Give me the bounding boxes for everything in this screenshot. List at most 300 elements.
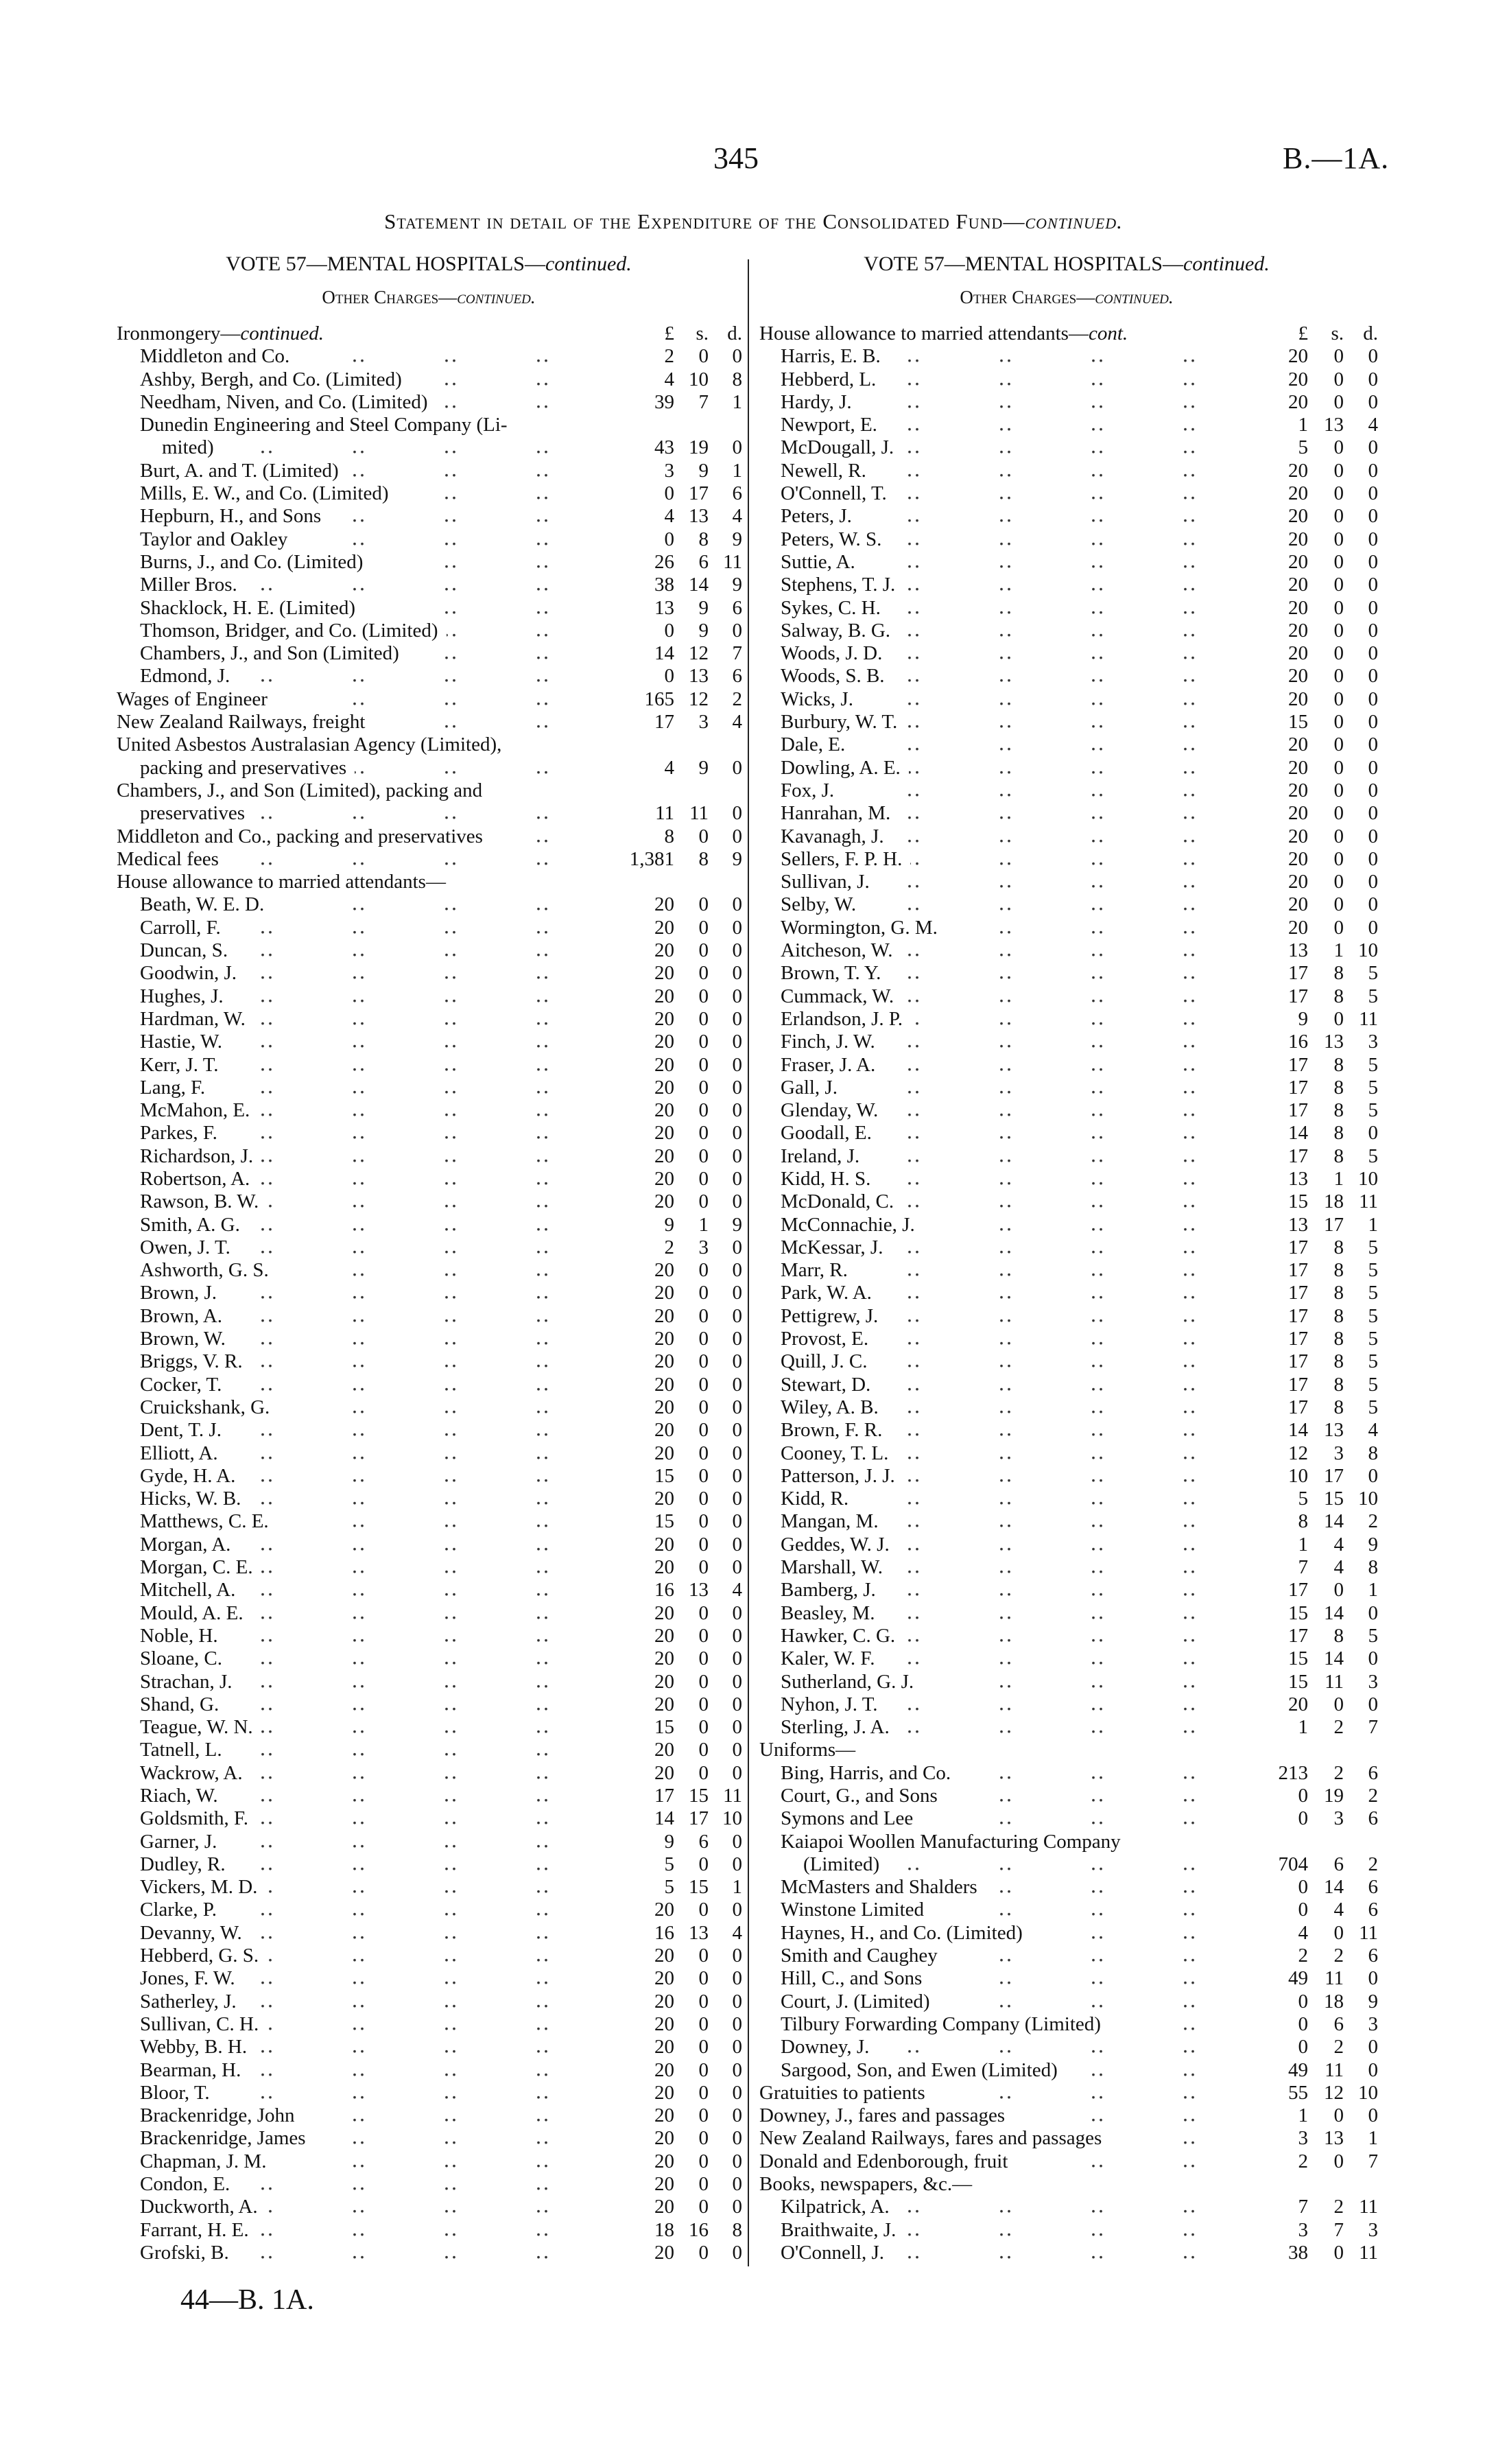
shillings-cell: 0 xyxy=(698,1761,709,1784)
row-label xyxy=(140,917,229,939)
pence-cell: 0 xyxy=(732,1053,742,1076)
shillings-cell: 0 xyxy=(1333,711,1344,734)
pence-cell: 9 xyxy=(732,528,742,550)
pence-cell: 0 xyxy=(732,1145,742,1167)
row-label xyxy=(759,2150,1016,2173)
row-label xyxy=(140,597,364,620)
pence-cell: 9 xyxy=(732,574,742,596)
shillings-cell: 15 xyxy=(689,1876,709,1899)
row-label xyxy=(781,917,946,939)
table-row xyxy=(757,1442,1381,1465)
row-label xyxy=(140,1282,225,1304)
table-row xyxy=(757,1419,1381,1442)
pounds-cell: 20 xyxy=(1288,847,1308,870)
shillings-cell: 8 xyxy=(1333,1236,1344,1258)
label-text: Hardy, J. xyxy=(781,390,852,413)
label-text: Burbury, W. T. xyxy=(781,711,898,734)
label-text: Wages of Engineer xyxy=(117,688,268,710)
table-row xyxy=(757,1922,1381,1945)
label-text: Brown, J. xyxy=(140,1282,217,1304)
label-text: Court, G., and Sons xyxy=(781,1785,938,1807)
table-row xyxy=(757,1145,1381,1168)
table-row xyxy=(757,1396,1381,1419)
label-text: Pettigrew, J. xyxy=(781,1304,879,1327)
table-row xyxy=(110,2242,744,2264)
label-text: Chapman, J. M. xyxy=(140,2150,267,2172)
shillings-cell: 8 xyxy=(1333,1624,1344,1647)
pounds-cell: 39 xyxy=(654,390,674,413)
table-row xyxy=(110,1488,744,1510)
pounds-cell: 14 xyxy=(654,642,674,665)
shillings-cell: 17 xyxy=(1324,1213,1344,1236)
shillings-cell: 0 xyxy=(1333,2241,1344,2264)
pence-cell: 0 xyxy=(732,2241,742,2264)
pence-cell: 11 xyxy=(1359,1921,1378,1944)
pounds-cell: 20 xyxy=(654,2081,674,2104)
label-italic: cont. xyxy=(1088,322,1128,344)
shillings-cell: 0 xyxy=(1333,871,1344,893)
pounds-cell: 17 xyxy=(1288,1396,1308,1418)
shillings-cell: 8 xyxy=(1333,1373,1344,1396)
shillings-cell: 0 xyxy=(1333,1579,1344,1601)
label-text: Brown, T. Y. xyxy=(781,962,881,985)
label-text: Hill, C., and Sons xyxy=(781,1967,923,1990)
table-row xyxy=(110,1374,744,1396)
shillings-cell: 0 xyxy=(1333,779,1344,801)
pence-cell: 5 xyxy=(1368,1282,1378,1304)
shillings-cell: 0 xyxy=(698,1624,709,1647)
vote-text: VOTE 57—MENTAL HOSPITALS— xyxy=(864,253,1183,275)
row-label xyxy=(781,368,884,391)
vote-heading-right xyxy=(758,253,1375,276)
label-text: Sullivan, J. xyxy=(781,871,870,893)
row-label xyxy=(781,1922,1031,1945)
table-row xyxy=(757,1785,1381,1807)
pence-cell: 4 xyxy=(732,1921,742,1944)
shillings-cell: 0 xyxy=(698,1739,709,1761)
pounds-cell: 38 xyxy=(1288,2241,1308,2264)
table-row xyxy=(757,1831,1381,1853)
pence-cell: 0 xyxy=(732,1739,742,1761)
table-row xyxy=(757,528,1381,551)
shillings-cell: 0 xyxy=(1333,893,1344,916)
pence-cell: 7 xyxy=(1368,1716,1378,1739)
shillings-cell: 2 xyxy=(1333,2036,1344,2058)
pounds-cell: 20 xyxy=(1288,390,1308,413)
pounds-cell: 20 xyxy=(1288,368,1308,390)
pence-cell: 0 xyxy=(732,1967,742,1990)
pence-cell: 6 xyxy=(732,665,742,688)
pounds-cell: 20 xyxy=(654,2241,674,2264)
row-label xyxy=(140,1465,244,1488)
row-label xyxy=(781,985,902,1008)
pounds-cell: 20 xyxy=(654,1601,674,1624)
row-label xyxy=(140,505,329,528)
row-label xyxy=(781,848,910,871)
label-text: Marshall, W. xyxy=(781,1556,883,1579)
row-label xyxy=(140,1190,267,1213)
pounds-cell: 26 xyxy=(654,550,674,573)
pence-cell: 0 xyxy=(732,1670,742,1693)
row-label xyxy=(781,1510,887,1533)
label-text: Fox, J. xyxy=(781,779,835,801)
table-row xyxy=(757,757,1381,779)
table-row xyxy=(757,1236,1381,1259)
label-text: Gall, J. xyxy=(781,1076,838,1099)
label-text: Mould, A. E. xyxy=(140,1601,244,1624)
label-text: Aitcheson, W. xyxy=(781,939,893,962)
shillings-cell: 9 xyxy=(698,596,709,619)
table-row xyxy=(757,2173,1381,2196)
table-row xyxy=(757,1465,1381,1488)
shillings-cell: 0 xyxy=(1333,734,1344,756)
table-row xyxy=(110,1579,744,1601)
label-text: Carroll, F. xyxy=(140,916,221,939)
label-text: Donald and Edenborough, fruit xyxy=(759,2150,1008,2172)
label-text: Duckworth, A. xyxy=(140,2196,258,2218)
pounds-cell: 20 xyxy=(654,1739,674,1761)
pounds-cell: 20 xyxy=(654,2196,674,2218)
label-text: Tilbury Forwarding Company (Limited) xyxy=(781,2013,1101,2035)
label-text: Braithwaite, J. xyxy=(781,2218,897,2241)
pence-cell: 6 xyxy=(1368,1807,1378,1830)
row-label xyxy=(140,2219,257,2242)
pence-cell: 0 xyxy=(732,2104,742,2127)
pence-cell: 0 xyxy=(732,1533,742,1556)
table-row xyxy=(757,1739,1381,1761)
shillings-cell: 0 xyxy=(698,939,709,962)
row-label xyxy=(781,1716,898,1739)
pence-cell: 2 xyxy=(1368,1785,1378,1807)
label-text: Winstone Limited xyxy=(781,1899,925,1921)
shillings-cell: 12 xyxy=(689,688,709,710)
shillings-cell: 0 xyxy=(1333,2150,1344,2172)
pence-cell: 0 xyxy=(1368,1464,1378,1487)
pounds-cell: 20 xyxy=(654,1076,674,1099)
pence-cell: 5 xyxy=(1368,985,1378,1007)
label-text: Shand, G. xyxy=(140,1693,219,1715)
row-label xyxy=(140,2242,237,2264)
pounds-cell: 55 xyxy=(1288,2081,1308,2104)
pence-cell: 0 xyxy=(732,1990,742,2013)
table-row xyxy=(110,939,744,962)
shillings-cell: 0 xyxy=(698,2013,709,2035)
pence-cell: 0 xyxy=(732,2196,742,2218)
row-label xyxy=(781,1762,959,1785)
shillings-cell: 10 xyxy=(689,368,709,390)
shillings-cell: 0 xyxy=(1333,345,1344,368)
pounds-cell: 20 xyxy=(1288,688,1308,710)
pounds-cell: 2 xyxy=(664,1236,674,1258)
pounds-cell: 20 xyxy=(1288,916,1308,939)
table-row xyxy=(757,1259,1381,1282)
table-row xyxy=(757,436,1381,459)
pence-cell: 0 xyxy=(1368,1647,1378,1670)
shillings-cell: 8 xyxy=(1333,1282,1344,1304)
pence-cell: 0 xyxy=(732,2150,742,2172)
pence-cell: 0 xyxy=(732,1282,742,1304)
label-text: Mills, E. W., and Co. (Limited) xyxy=(140,482,389,505)
pounds-cell: 20 xyxy=(654,1419,674,1442)
table-row xyxy=(110,893,744,916)
label-text: Shacklock, H. E. (Limited) xyxy=(140,596,356,619)
shillings-cell: 7 xyxy=(1333,2218,1344,2241)
document-series: B.—1A. xyxy=(1283,141,1390,175)
row-label xyxy=(781,1419,890,1442)
pounds-cell: 20 xyxy=(1288,665,1308,688)
shillings-cell: 0 xyxy=(1333,916,1344,939)
label-text: Goldsmith, F. xyxy=(140,1807,249,1830)
pounds-cell: 20 xyxy=(654,1373,674,1396)
label-text: Robertson, A. xyxy=(140,1167,250,1190)
row-label xyxy=(781,2196,898,2218)
row-label xyxy=(140,757,355,779)
pounds-cell: 20 xyxy=(654,1145,674,1167)
pence-cell: 0 xyxy=(1368,574,1378,596)
table-row xyxy=(757,1282,1381,1304)
row-label xyxy=(781,597,889,620)
label-text: Cummack, W. xyxy=(781,985,894,1007)
pounds-cell: 20 xyxy=(1288,345,1308,368)
label-text: Brackenridge, James xyxy=(140,2127,306,2150)
table-row xyxy=(110,1922,744,1945)
table-row xyxy=(757,1122,1381,1145)
shillings-cell: 0 xyxy=(1333,802,1344,825)
row-label xyxy=(781,1579,884,1601)
pounds-cell: 8 xyxy=(664,825,674,847)
pounds-cell: 1,381 xyxy=(629,847,674,870)
row-label xyxy=(140,1579,244,1601)
pence-cell: 8 xyxy=(1368,1556,1378,1579)
pounds-cell: 20 xyxy=(654,1624,674,1647)
pounds-cell: 17 xyxy=(1288,1624,1308,1647)
pounds-cell: 2 xyxy=(1298,2150,1308,2172)
label-text: Symons and Lee xyxy=(781,1807,914,1830)
pence-cell: 0 xyxy=(732,345,742,368)
table-row xyxy=(757,688,1381,711)
pounds-cell: 17 xyxy=(654,711,674,734)
shillings-cell: 1 xyxy=(698,1213,709,1236)
pounds-cell: 5 xyxy=(664,1876,674,1899)
vote-text: VOTE 57—MENTAL HOSPITALS— xyxy=(226,253,545,275)
label-text: Webby, B. H. xyxy=(140,2036,248,2058)
row-label xyxy=(140,1876,265,1899)
row-label xyxy=(140,2059,249,2082)
row-label xyxy=(781,2013,1109,2036)
table-row xyxy=(757,871,1381,893)
table-row xyxy=(110,1602,744,1625)
row-label xyxy=(781,1282,880,1304)
shillings-cell: 13 xyxy=(1324,1419,1344,1442)
row-label xyxy=(140,939,236,962)
shillings-cell: 0 xyxy=(698,1967,709,1990)
table-row xyxy=(110,1190,744,1213)
shillings-cell: 8 xyxy=(1333,1053,1344,1076)
label-text: Gratuities to patients xyxy=(759,2081,925,2104)
shillings-cell: 0 xyxy=(698,1190,709,1213)
shillings-cell: 0 xyxy=(698,2150,709,2172)
row-label xyxy=(140,2013,267,2036)
pounds-cell: 20 xyxy=(1288,528,1308,550)
row-label xyxy=(781,1967,930,1990)
row-label xyxy=(140,482,397,505)
label-text: Cocker, T. xyxy=(140,1373,222,1396)
row-label xyxy=(781,1374,879,1396)
shillings-cell: 0 xyxy=(1333,574,1344,596)
row-label xyxy=(140,620,447,642)
label-text: Brown, F. R. xyxy=(781,1419,883,1442)
shillings-cell: 0 xyxy=(698,2104,709,2127)
row-label xyxy=(781,1488,857,1510)
pence-cell: 0 xyxy=(732,985,742,1007)
row-label xyxy=(781,1350,876,1373)
pence-cell: 0 xyxy=(732,1167,742,1190)
row-label xyxy=(781,962,889,985)
pounds-cell: 20 xyxy=(654,1396,674,1418)
pounds-cell: 14 xyxy=(654,1807,674,1830)
row-label xyxy=(781,1534,898,1556)
pounds-cell: 15 xyxy=(1288,1647,1308,1670)
pence-cell: 0 xyxy=(732,2058,742,2081)
pounds-cell: 14 xyxy=(1288,1419,1308,1442)
pounds-cell: 20 xyxy=(654,1647,674,1670)
pence-cell: 0 xyxy=(1368,916,1378,939)
label-text: Sterling, J. A. xyxy=(781,1716,890,1739)
label-text: Teague, W. N. xyxy=(140,1716,253,1739)
label-text: Edmond, J. xyxy=(140,665,230,688)
pounds-cell: 15 xyxy=(654,1716,674,1739)
label-text: Needham, Niven, and Co. (Limited) xyxy=(140,390,428,413)
subheading-italic: continued. xyxy=(1095,287,1174,307)
label-text: Salway, B. G. xyxy=(781,619,891,642)
pounds-cell: 0 xyxy=(664,619,674,642)
table-row xyxy=(757,825,1381,848)
pence-cell: 3 xyxy=(1368,2218,1378,2241)
pence-cell: 1 xyxy=(732,459,742,482)
shillings-cell: 0 xyxy=(698,1350,709,1373)
shillings-cell: 0 xyxy=(698,1442,709,1464)
label-text: Dudley, R. xyxy=(140,1853,226,1875)
label-text: Peters, W. S. xyxy=(781,528,882,550)
shillings-cell: 11 xyxy=(1325,1670,1344,1693)
table-row xyxy=(110,1031,744,1053)
pence-cell: 0 xyxy=(1368,802,1378,825)
row-label xyxy=(781,1693,886,1716)
shillings-cell: 9 xyxy=(698,459,709,482)
shillings-cell: 12 xyxy=(1324,2081,1344,2104)
pounds-cell: 20 xyxy=(654,1350,674,1373)
row-label xyxy=(781,1214,923,1236)
pence-cell: 5 xyxy=(1368,1236,1378,1258)
pence-cell: 0 xyxy=(732,802,742,825)
row-label xyxy=(140,391,436,414)
shillings-cell: 8 xyxy=(1333,985,1344,1007)
row-label xyxy=(140,1967,244,1990)
pence-cell: 0 xyxy=(732,1076,742,1099)
table-row xyxy=(110,1442,744,1465)
row-label xyxy=(781,1099,886,1122)
pounds-cell: 20 xyxy=(1288,596,1308,619)
label-text: Cooney, T. L. xyxy=(781,1442,889,1464)
pence-cell: 6 xyxy=(732,596,742,619)
table-row xyxy=(110,734,744,756)
pence-cell: 5 xyxy=(1368,1145,1378,1167)
row-label xyxy=(140,962,245,985)
shillings-cell: 8 xyxy=(1333,1122,1344,1145)
label-text: Sykes, C. H. xyxy=(781,596,881,619)
row-label xyxy=(140,2173,238,2196)
pence-cell: 11 xyxy=(1359,1007,1378,1030)
pounds-cell: 20 xyxy=(1288,825,1308,847)
pounds-cell: 13 xyxy=(1288,1213,1308,1236)
row-label xyxy=(781,757,909,779)
row-label xyxy=(117,779,490,802)
table-row xyxy=(110,871,744,893)
label-text: Kerr, J. T. xyxy=(140,1053,219,1076)
pence-cell: 9 xyxy=(1368,1533,1378,1556)
label-text: Vickers, M. D. xyxy=(140,1876,258,1899)
row-label xyxy=(759,2082,934,2104)
table-row xyxy=(757,460,1381,482)
pounds-cell: 17 xyxy=(1288,962,1308,985)
shillings-cell: 4 xyxy=(1333,1533,1344,1556)
shillings-cell: 0 xyxy=(698,1647,709,1670)
row-label xyxy=(759,2127,1110,2150)
shillings-cell: 8 xyxy=(1333,1304,1344,1327)
table-row xyxy=(757,1099,1381,1122)
table-row xyxy=(110,574,744,596)
pounds-cell: 20 xyxy=(654,1099,674,1122)
table-row xyxy=(757,1510,1381,1533)
table-row xyxy=(757,2059,1381,2082)
table-row xyxy=(110,642,744,665)
pounds-cell: 20 xyxy=(654,985,674,1007)
label-text: Newell, R. xyxy=(781,459,866,482)
pounds-cell: 4 xyxy=(664,756,674,779)
table-row xyxy=(757,779,1381,802)
row-label xyxy=(781,1031,883,1053)
row-label xyxy=(140,1625,226,1647)
pounds-cell: 20 xyxy=(654,1259,674,1282)
pence-cell: 0 xyxy=(1368,779,1378,801)
pounds-cell: 20 xyxy=(654,2127,674,2150)
shillings-cell: 8 xyxy=(1333,1328,1344,1350)
table-row xyxy=(110,414,744,436)
row-label xyxy=(140,985,232,1008)
shillings-cell: 0 xyxy=(698,1259,709,1282)
shillings-cell: 0 xyxy=(698,1716,709,1739)
label-text: Patterson, J. J. xyxy=(781,1464,895,1487)
shillings-cell: 4 xyxy=(1333,1556,1344,1579)
label-text: Duncan, S. xyxy=(140,939,228,962)
pounds-cell: 38 xyxy=(654,574,674,596)
label-text: Sloane, C. xyxy=(140,1647,223,1670)
table-row xyxy=(110,848,744,871)
table-row xyxy=(757,1008,1381,1031)
shillings-cell: 0 xyxy=(698,985,709,1007)
shillings-cell: 9 xyxy=(698,619,709,642)
row-label xyxy=(781,1054,883,1077)
pounds-cell: 4 xyxy=(1298,1921,1308,1944)
row-label xyxy=(759,2173,980,2196)
pence-cell: 11 xyxy=(1359,2196,1378,2218)
label-text: Satherley, J. xyxy=(140,1990,237,2013)
table-row xyxy=(757,2127,1381,2150)
row-label xyxy=(781,1168,879,1190)
right-expenditure-table xyxy=(757,322,1381,2264)
label-text: House allowance to married attendants— xyxy=(117,871,446,893)
table-row xyxy=(110,2013,744,2036)
